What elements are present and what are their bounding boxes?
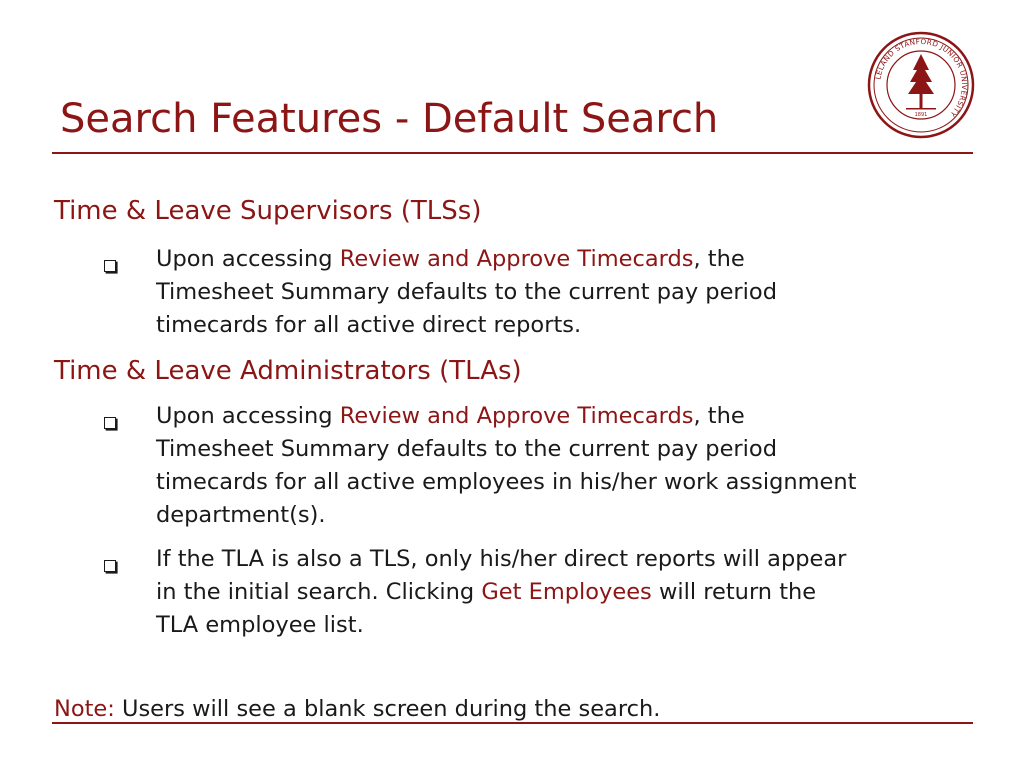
bullet-line: timecards for all active direct reports. [156, 312, 582, 338]
bullet-square-icon [104, 417, 116, 429]
section-heading-tls: Time & Leave Supervisors (TLSs) [54, 196, 482, 226]
bullet-line [156, 243, 966, 276]
page-title: Search Features - Default Search [60, 96, 719, 142]
bullet-line [156, 576, 966, 609]
stanford-seal-logo [866, 30, 976, 140]
line-text: , the [693, 403, 745, 429]
note-label: Note: [54, 696, 115, 722]
bullet-line: department(s). [156, 502, 326, 528]
bullet-square-icon [104, 260, 116, 272]
section-heading-tla: Time & Leave Administrators (TLAs) [54, 356, 522, 386]
bullet-line: If the TLA is also a TLS, only his/her direct reports will appear [156, 546, 847, 572]
bullet-line: timecards for all active employees in his/her work assignment [156, 469, 857, 495]
bullet-line: Timesheet Summary defaults to the current pay period [156, 279, 777, 305]
bullet-line [156, 400, 966, 433]
title-divider [52, 152, 973, 154]
line-text: , the [693, 246, 745, 272]
line-text: Upon accessing [156, 403, 340, 429]
bullet-paragraph [156, 243, 966, 342]
footer-divider [52, 722, 973, 724]
get-employees-link: Get Employees [481, 579, 652, 605]
line-text: in the initial search. Clicking [156, 579, 482, 605]
bullet-line: TLA employee list. [156, 612, 364, 638]
note-text: Users will see a blank screen during the search. [114, 696, 661, 722]
line-text: Upon accessing [156, 246, 340, 272]
review-approve-timecards-link: Review and Approve Timecards [339, 246, 694, 272]
bullet-paragraph [156, 543, 966, 642]
bullet-line: Timesheet Summary defaults to the current pay period [156, 436, 777, 462]
review-approve-timecards-link: Review and Approve Timecards [339, 403, 694, 429]
svg-text:LELAND STANFORD JUNIOR UNIVERS: LELAND STANFORD JUNIOR UNIVERSITY [873, 36, 970, 120]
bullet-square-icon [104, 560, 116, 572]
bullet-paragraph [156, 400, 966, 532]
svg-text:1891: 1891 [914, 112, 928, 118]
footer-note [54, 696, 660, 722]
line-text: will return the [651, 579, 817, 605]
